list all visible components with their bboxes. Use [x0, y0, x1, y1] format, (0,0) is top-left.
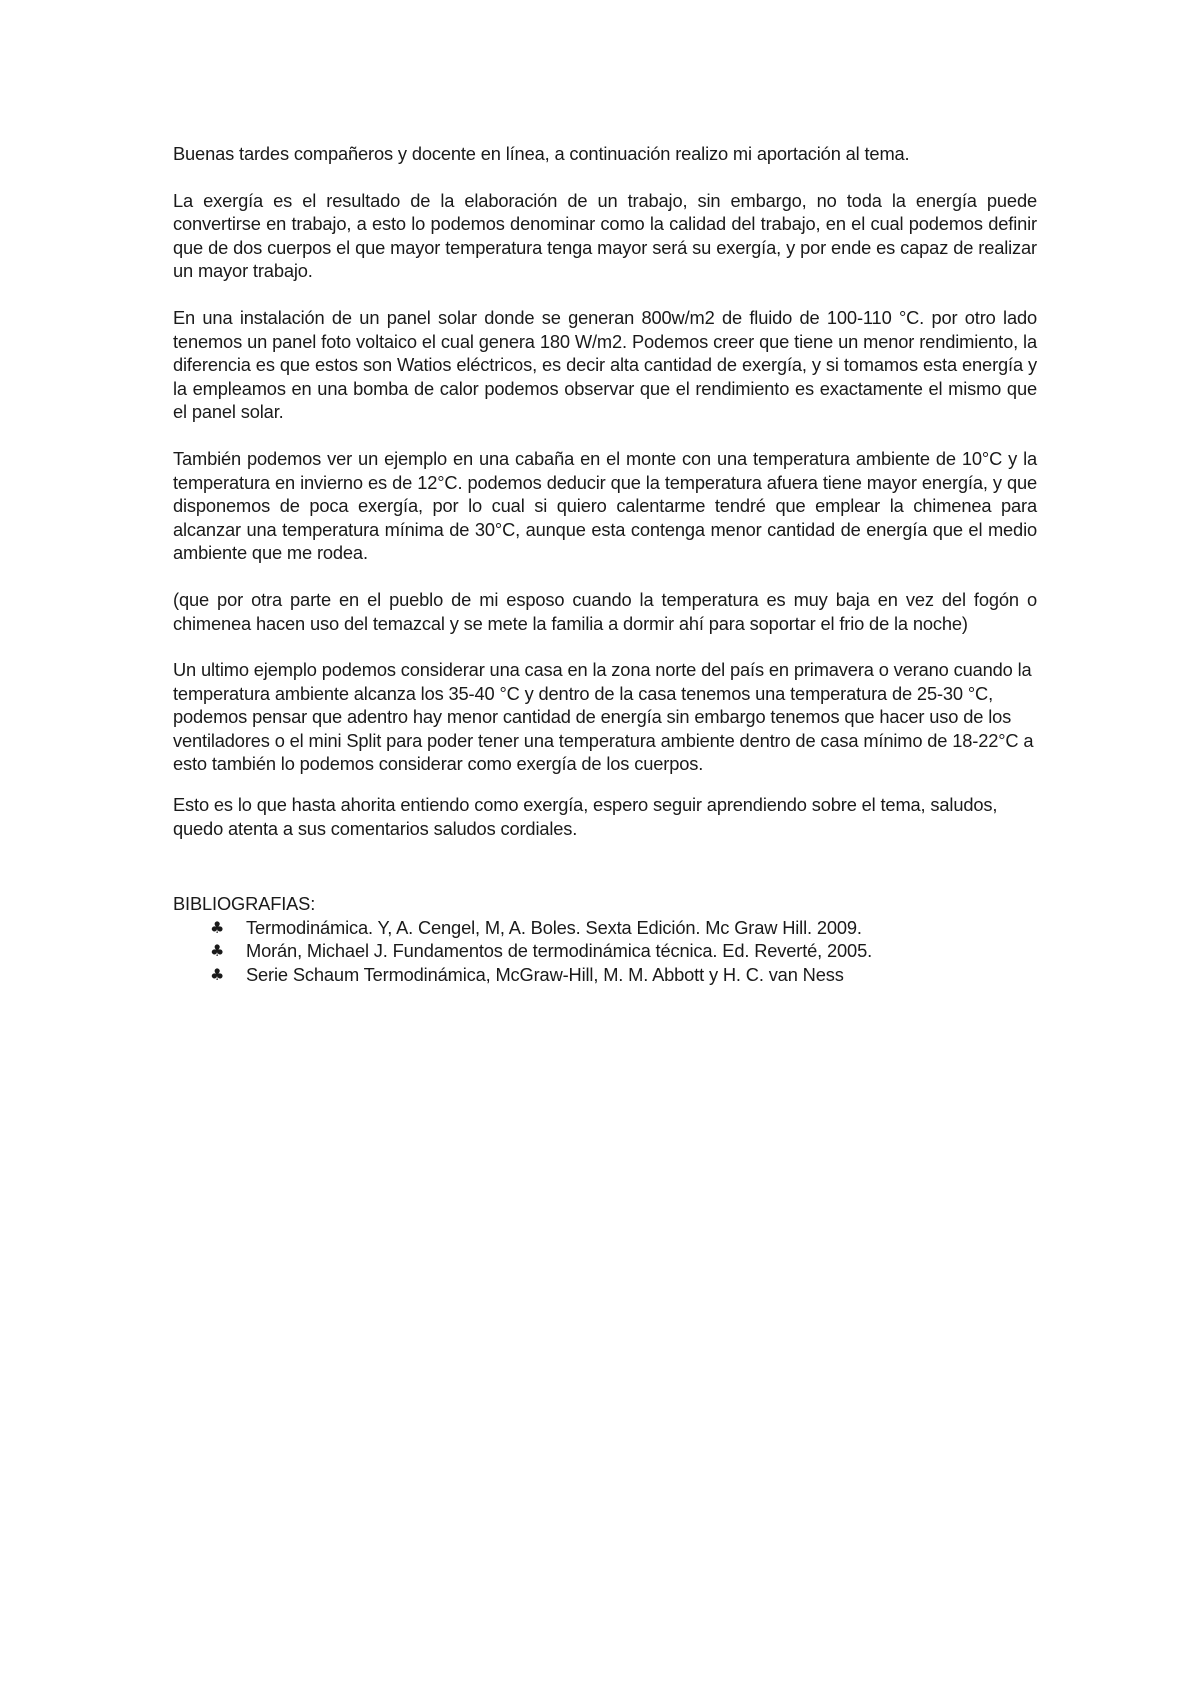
greeting-paragraph: Buenas tardes compañeros y docente en línea, a continuación realizo mi aportación al tema.: [173, 143, 910, 164]
bibliography-list: [173, 916, 1037, 987]
paragraph-north-house-example: Un ultimo ejemplo podemos considerar una casa en la zona norte del país en primavera o verano cuando la temperatura ambiente alcanza los 35-40 °C y dentro de la casa tenemos una temperatura de 25-30 °C, podemos pensar que adentro hay menor cantidad de energía sin embargo tenemos que hacer uso de los ventiladores o el mini Split para poder tener una temperatura ambiente dentro de casa mínimo de 18-22°C a esto también lo podemos considerar como exergía de los cuerpos.: [173, 659, 1034, 775]
bibliography-item-text: Morán, Michael J. Fundamentos de termodinámica técnica. Ed. Reverté, 2005.: [246, 940, 873, 962]
bibliography-item-text: Termodinámica. Y, A. Cengel, M, A. Boles. Sexta Edición. Mc Graw Hill. 2009.: [246, 916, 862, 938]
paragraph-solar-panel-example: En una instalación de un panel solar donde se generan 800w/m2 de fluido de 100-110 °C. por otro lado tenemos un panel foto voltaico el cual genera 180 W/m2. Podemos creer que tiene un menor rendimiento, la diferencia es que estos son Watios eléctricos, es decir alta cantidad de exergía, y si tomamos esta energía y la empleamos en una bomba de calor podemos observar que el rendimiento es exactamente el mismo que el panel solar.: [173, 306, 1037, 423]
club-icon: ♣: [210, 965, 225, 985]
bibliography-item-text: Serie Schaum Termodinámica, McGraw-Hill, M. M. Abbott y H. C. van Ness: [246, 964, 844, 986]
bibliography-item: [173, 963, 1037, 987]
paragraph-cabin-example: También podemos ver un ejemplo en una cabaña en el monte con una temperatura ambiente de 10°C y la temperatura en invierno es de 12°C. podemos deducir que la temperatura afuera tiene mayor energía, y que disponemos de poca exergía, por lo cual si quiero calentarme tendré que emplear la chimenea para alcanzar una temperatura mínima de 30°C, aunque esta contenga menor cantidad de energía que el medio ambiente que me rodea.: [173, 447, 1037, 564]
paragraph-closing: Esto es lo que hasta ahorita entiendo como exergía, espero seguir aprendiendo sobre el tema, saludos, quedo atenta a sus comentarios saludos cordiales.: [173, 794, 998, 839]
club-icon: ♣: [210, 941, 225, 961]
paragraph-exergy-definition: La exergía es el resultado de la elaboración de un trabajo, sin embargo, no toda la energía puede convertirse en trabajo, a esto lo podemos denominar como la calidad del trabajo, en el cual podemos definir que de dos cuerpos el que mayor temperatura tenga mayor será su exergía, y por ende es capaz de realizar un mayor trabajo.: [173, 189, 1037, 282]
document-body: [173, 142, 1037, 987]
club-icon: ♣: [210, 917, 225, 937]
paragraph-temazcal-note: (que por otra parte en el pueblo de mi esposo cuando la temperatura es muy baja en vez del fogón o chimenea hacen uso del temazcal y se mete la familia a dormir ahí para soportar el frio de la noche): [173, 588, 1037, 634]
bibliography-item: [173, 939, 1037, 963]
bibliography-heading: BIBLIOGRAFIAS:: [173, 893, 316, 915]
bibliography-item: [173, 916, 1037, 940]
bibliography-section: [173, 892, 1037, 986]
